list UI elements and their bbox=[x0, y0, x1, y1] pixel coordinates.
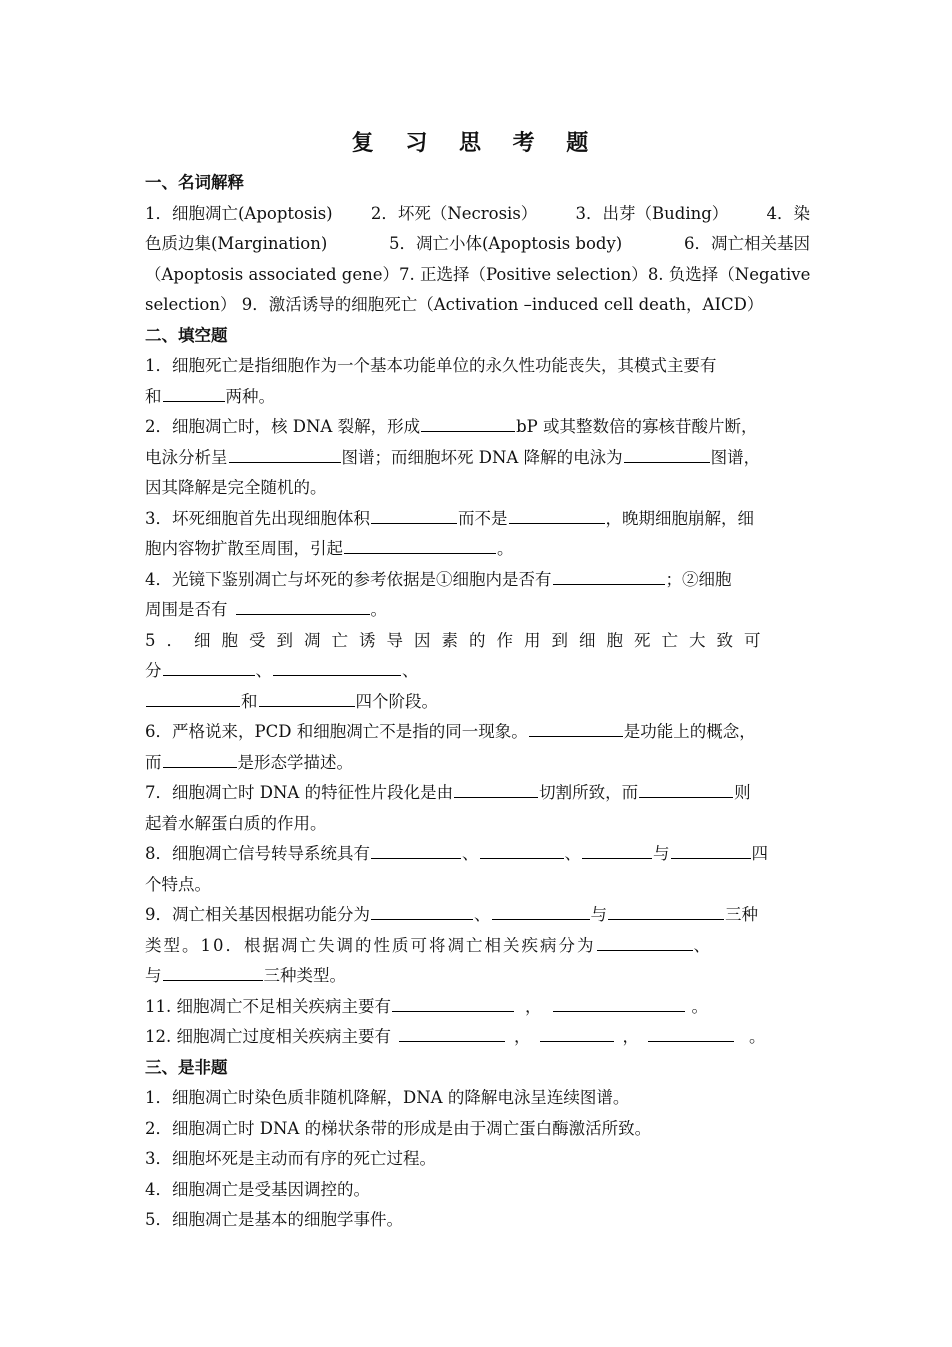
question-text: 个特点。 bbox=[145, 874, 211, 894]
answer-blank[interactable] bbox=[624, 444, 710, 463]
question-12 bbox=[145, 1022, 810, 1053]
question-text: 。 bbox=[370, 600, 387, 619]
term-line-3 bbox=[145, 260, 810, 291]
answer-blank[interactable] bbox=[480, 840, 564, 859]
answer-blank[interactable] bbox=[371, 505, 457, 524]
question-text: 。 bbox=[497, 539, 514, 558]
question-text: 是功能上的概念， bbox=[623, 722, 756, 741]
question-text: 5．细胞受到凋亡诱导因素的作用到细胞死亡大致可 bbox=[145, 630, 772, 650]
question-text: 。 bbox=[749, 1027, 766, 1046]
section-heading-3: 三、是非题 bbox=[145, 1057, 228, 1077]
question-text: 四个阶段。 bbox=[355, 691, 438, 711]
question-text: 和 bbox=[241, 691, 258, 711]
answer-blank[interactable] bbox=[553, 993, 685, 1012]
answer-blank[interactable] bbox=[421, 413, 515, 432]
question-text: 6．严格说来，PCD 和细胞凋亡不是指的同一现象。 bbox=[145, 722, 528, 741]
term-6-start: 6．凋亡相关基因 bbox=[683, 234, 810, 253]
true-false-item: 5．细胞凋亡是基本的细胞学事件。 bbox=[145, 1210, 403, 1229]
term-line-4 bbox=[145, 290, 810, 321]
answer-blank[interactable] bbox=[163, 749, 237, 768]
question-text: 电泳分析呈 bbox=[145, 447, 228, 467]
question-1-line-2 bbox=[145, 382, 810, 413]
question-2-line-1 bbox=[145, 412, 810, 443]
page-title: 复 习 思 考 题 bbox=[351, 131, 601, 156]
answer-blank[interactable] bbox=[553, 566, 665, 585]
question-text: 切割所致，而 bbox=[539, 783, 639, 802]
question-6-line-2 bbox=[145, 748, 810, 779]
question-text: 是形态学描述。 bbox=[237, 752, 353, 772]
question-text: 8．细胞凋亡信号转导系统具有 bbox=[145, 844, 370, 863]
question-text: 则 bbox=[734, 783, 751, 802]
answer-blank[interactable] bbox=[344, 535, 496, 554]
question-5-line-3 bbox=[145, 687, 810, 718]
term-5: 5．凋亡小体(Apoptosis body) bbox=[389, 234, 623, 253]
question-7-line-1 bbox=[145, 778, 810, 809]
question-text: 2．细胞凋亡时，核 DNA 裂解，形成 bbox=[145, 417, 421, 436]
question-text: 1．细胞死亡是指细胞作为一个基本功能单位的永久性功能丧失，其模式主要有 bbox=[145, 356, 717, 375]
answer-blank[interactable] bbox=[163, 962, 263, 981]
answer-blank[interactable] bbox=[371, 901, 473, 920]
question-4-line-2 bbox=[145, 595, 810, 626]
answer-blank[interactable] bbox=[163, 657, 255, 676]
true-false-item: 1．细胞凋亡时染色质非随机降解，DNA 的降解电泳呈连续图谱。 bbox=[145, 1088, 630, 1107]
question-text: 7．细胞凋亡时 DNA 的特征性片段化是由 bbox=[145, 783, 454, 802]
question-text: 分 bbox=[145, 661, 162, 680]
term-4-start: 4．染 bbox=[766, 203, 810, 223]
question-text: 、 bbox=[462, 844, 479, 863]
question-text: 12. 细胞凋亡过度相关疾病主要有 bbox=[145, 1027, 391, 1046]
term-8-start: 8. 负选择（Negative bbox=[647, 264, 811, 284]
term-7: 7. 正选择（Positive selection） bbox=[398, 264, 648, 284]
question-text: 和 bbox=[145, 386, 162, 406]
answer-blank[interactable] bbox=[273, 657, 401, 676]
question-10-line-1 bbox=[145, 931, 810, 962]
question-text: ，晚期细胞崩解，细 bbox=[605, 508, 754, 528]
answer-blank[interactable] bbox=[259, 688, 355, 707]
true-false-item: 2．细胞凋亡时 DNA 的梯状条带的形成是由于凋亡蛋白酶激活所致。 bbox=[145, 1118, 652, 1138]
answer-blank[interactable] bbox=[146, 688, 240, 707]
answer-blank[interactable] bbox=[540, 1023, 614, 1042]
question-text: 4．光镜下鉴别凋亡与坏死的参考依据是①细胞内是否有 bbox=[145, 569, 552, 589]
answer-blank[interactable] bbox=[229, 444, 341, 463]
true-false-item: 4．细胞凋亡是受基因调控的。 bbox=[145, 1179, 370, 1199]
question-5-line-2 bbox=[145, 656, 810, 687]
term-8-9: selection） 9．激活诱导的细胞死亡（Activation –induced cell death，AICD） bbox=[145, 295, 764, 314]
answer-blank[interactable] bbox=[608, 901, 724, 920]
question-3-line-1 bbox=[145, 504, 810, 535]
answer-blank[interactable] bbox=[163, 383, 225, 402]
question-9-line-1 bbox=[145, 900, 810, 931]
question-2-line-3 bbox=[145, 473, 810, 504]
question-text: ， bbox=[622, 1027, 639, 1046]
term-4-end: 色质边集(Margination) bbox=[145, 234, 328, 253]
question-8-line-1 bbox=[145, 839, 810, 870]
question-text: 两种。 bbox=[225, 386, 275, 406]
true-false-item: 3．细胞坏死是主动而有序的死亡过程。 bbox=[145, 1149, 436, 1168]
question-text: 、 bbox=[474, 905, 491, 924]
question-text: 三种类型。 bbox=[263, 966, 346, 985]
answer-blank[interactable] bbox=[639, 779, 733, 798]
question-text: 与 bbox=[653, 844, 670, 863]
question-3-line-2 bbox=[145, 534, 810, 565]
question-7-line-2 bbox=[145, 809, 810, 840]
term-line-1 bbox=[145, 199, 810, 230]
question-1-line-1 bbox=[145, 351, 810, 382]
answer-blank[interactable] bbox=[582, 840, 652, 859]
answer-blank[interactable] bbox=[671, 840, 751, 859]
term-6-end: （Apoptosis associated gene） bbox=[145, 264, 399, 284]
question-text: 图谱；而细胞坏死 DNA 降解的电泳为 bbox=[341, 447, 623, 467]
question-text: 。 bbox=[691, 996, 708, 1016]
question-8-line-2 bbox=[145, 870, 810, 901]
answer-blank[interactable] bbox=[492, 901, 590, 920]
question-text: 、 bbox=[693, 935, 712, 955]
question-text: 周围是否有 bbox=[145, 600, 228, 619]
document-body bbox=[145, 168, 810, 1236]
question-text: ， bbox=[525, 996, 542, 1016]
term-3: 3．出芽（Buding） bbox=[575, 203, 729, 223]
question-5-line-1 bbox=[145, 626, 810, 657]
question-text: 而 bbox=[145, 752, 162, 772]
question-text: bP 或其整数倍的寡核苷酸片断， bbox=[516, 417, 758, 436]
answer-blank[interactable] bbox=[371, 840, 461, 859]
question-text: 起着水解蛋白质的作用。 bbox=[145, 813, 327, 833]
question-text: 因其降解是完全随机的。 bbox=[145, 478, 327, 497]
question-text: 类型。10．根据凋亡失调的性质可将凋亡相关疾病分为 bbox=[145, 935, 596, 955]
answer-blank[interactable] bbox=[648, 1023, 734, 1042]
question-text: 、 bbox=[402, 661, 419, 680]
answer-blank[interactable] bbox=[236, 596, 370, 615]
question-11 bbox=[145, 992, 810, 1023]
question-text: 四 bbox=[751, 844, 768, 863]
question-text: 而不是 bbox=[458, 508, 508, 528]
question-text: 3．坏死细胞首先出现细胞体积 bbox=[145, 508, 370, 528]
section-heading-1: 一、名词解释 bbox=[145, 173, 244, 192]
question-text: 图谱， bbox=[710, 447, 761, 467]
question-4-line-1 bbox=[145, 565, 810, 596]
question-text: 与 bbox=[145, 966, 162, 985]
answer-blank[interactable] bbox=[392, 993, 514, 1012]
answer-blank[interactable] bbox=[509, 505, 605, 524]
answer-blank[interactable] bbox=[597, 932, 693, 951]
question-2-line-2 bbox=[145, 443, 810, 474]
question-6-line-1 bbox=[145, 717, 810, 748]
answer-blank[interactable] bbox=[529, 718, 623, 737]
question-10-line-2 bbox=[145, 961, 810, 992]
answer-blank[interactable] bbox=[399, 1023, 505, 1042]
term-line-2 bbox=[145, 229, 810, 260]
question-text: 、 bbox=[255, 661, 272, 680]
question-text: 胞内容物扩散至周围，引起 bbox=[145, 539, 343, 558]
question-text: 9．凋亡相关基因根据功能分为 bbox=[145, 905, 370, 924]
question-text: 三种 bbox=[725, 905, 758, 924]
term-2: 2．坏死（Necrosis） bbox=[370, 203, 538, 223]
term-1: 1．细胞凋亡(Apoptosis) bbox=[145, 203, 333, 223]
answer-blank[interactable] bbox=[454, 779, 538, 798]
question-text: ；②细胞 bbox=[665, 569, 732, 589]
question-text: ， bbox=[514, 1027, 531, 1046]
section-heading-2: 二、填空题 bbox=[145, 325, 228, 345]
question-text: 与 bbox=[590, 905, 607, 924]
question-text: 11. 细胞凋亡不足相关疾病主要有 bbox=[145, 996, 391, 1016]
question-text: 、 bbox=[564, 844, 581, 863]
